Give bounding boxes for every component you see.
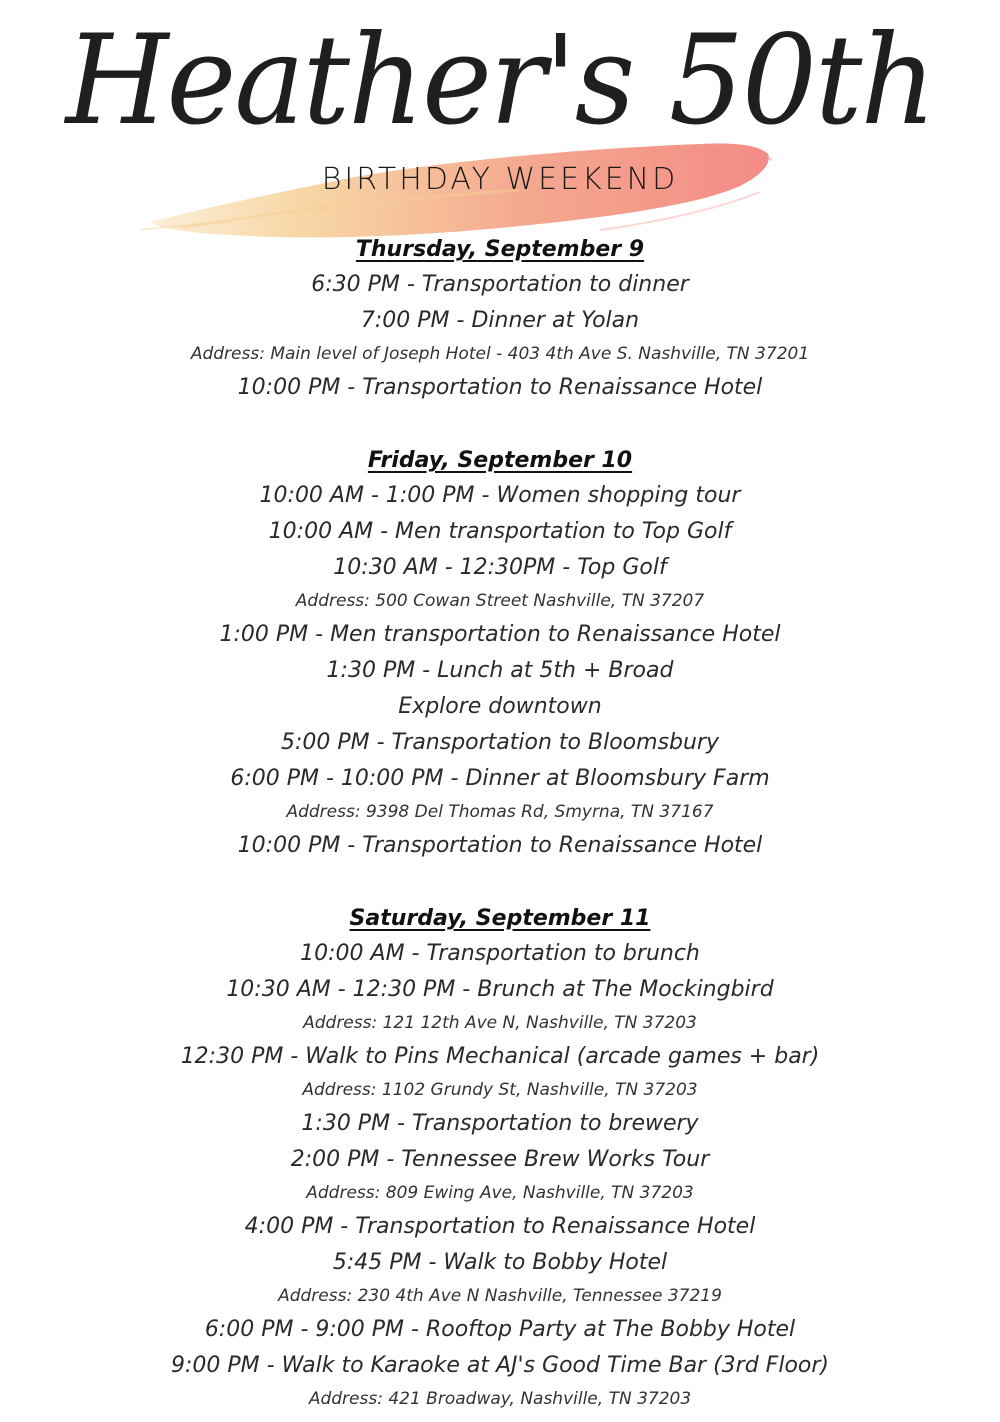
schedule-item: 6:00 PM - 10:00 PM - Dinner at Bloomsbury Farm [230, 766, 770, 791]
schedule-item: 5:45 PM - Walk to Bobby Hotel [332, 1250, 668, 1275]
day-heading: Saturday, September 11 [349, 906, 651, 931]
schedule-item: 1:00 PM - Men transportation to Renaissance Hotel [219, 622, 781, 647]
schedule-item: 2:00 PM - Tennessee Brew Works Tour [290, 1147, 710, 1172]
day-section-thursday [0, 232, 1000, 406]
day-section-saturday [0, 901, 1000, 1415]
day-heading: Friday, September 10 [367, 448, 633, 473]
address-line: Address: 421 Broadway, Nashville, TN 37203 [308, 1389, 692, 1409]
address-line: Address: 1102 Grundy St, Nashville, TN 37203 [302, 1080, 698, 1100]
schedule-item: 10:00 PM - Transportation to Renaissance Hotel [237, 375, 763, 400]
schedule-item: 10:00 AM - 1:00 PM - Women shopping tour [259, 483, 741, 508]
address-line: Address: Main level of Joseph Hotel - 403 4th Ave S. Nashville, TN 37201 [190, 344, 810, 364]
schedule-item: 1:30 PM - Transportation to brewery [301, 1111, 699, 1136]
schedule [0, 232, 1000, 1415]
day-heading: Thursday, September 9 [355, 237, 645, 262]
schedule-item: 9:00 PM - Walk to Karaoke at AJ's Good Time Bar (3rd Floor) [171, 1353, 829, 1378]
address-line: Address: 500 Cowan Street Nashville, TN 37207 [295, 591, 705, 611]
schedule-item: 10:00 AM - Men transportation to Top Golf [268, 519, 732, 544]
schedule-item: 10:00 AM - Transportation to brunch [300, 941, 700, 966]
page-title: Heather's 50th [65, 7, 935, 153]
schedule-item: 10:30 AM - 12:30 PM - Brunch at The Mockingbird [226, 977, 774, 1002]
day-section-friday [0, 443, 1000, 864]
schedule-item: 1:30 PM - Lunch at 5th + Broad [326, 658, 674, 683]
schedule-item: 7:00 PM - Dinner at Yolan [360, 308, 640, 333]
address-line: Address: 230 4th Ave N Nashville, Tennessee 37219 [278, 1286, 722, 1306]
schedule-item: 10:30 AM - 12:30PM - Top Golf [333, 555, 667, 580]
address-line: Address: 809 Ewing Ave, Nashville, TN 37203 [306, 1183, 694, 1203]
schedule-item: 10:00 PM - Transportation to Renaissance Hotel [237, 833, 763, 858]
address-line: Address: 9398 Del Thomas Rd, Smyrna, TN 37167 [286, 802, 714, 822]
page-subtitle: BIRTHDAY WEEKEND [321, 162, 679, 197]
schedule-item: 12:30 PM - Walk to Pins Mechanical (arcade games + bar) [180, 1044, 820, 1069]
schedule-item: 5:00 PM - Transportation to Bloomsbury [280, 730, 719, 755]
address-line: Address: 121 12th Ave N, Nashville, TN 37203 [303, 1013, 697, 1033]
schedule-item: 4:00 PM - Transportation to Renaissance Hotel [244, 1214, 756, 1239]
schedule-item: 6:00 PM - 9:00 PM - Rooftop Party at The Bobby Hotel [204, 1317, 796, 1342]
header [0, 0, 1000, 235]
schedule-item: Explore downtown [398, 694, 602, 719]
schedule-item: 6:30 PM - Transportation to dinner [311, 272, 689, 297]
